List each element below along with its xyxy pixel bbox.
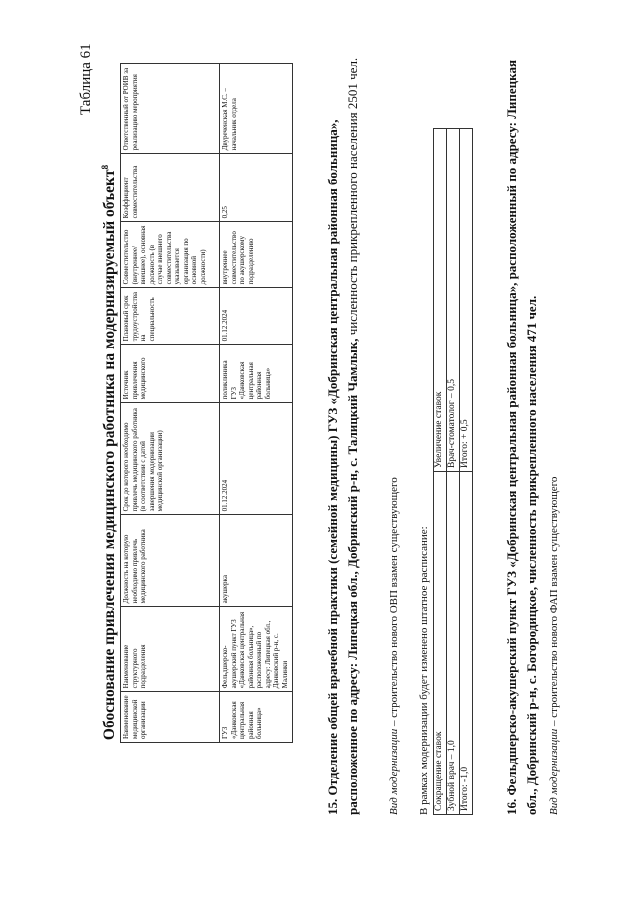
table-cell: Фельдшерско-акушерский пункт ГУЗ «Данковская центральная районная больница», расположенный по адресу: Липецкая обл., Данковский р-н, с. Малинки (220, 607, 293, 692)
table-cell: Зубной врач – 1,0 (447, 472, 460, 815)
table-cell: Итого: -1,0 (460, 472, 473, 815)
page-title-text: Обоснование привлечения медицинского работника на модернизируемый объект (101, 169, 119, 741)
table-cell: Увеличение ставок (434, 129, 447, 472)
staff-changes-table (433, 128, 473, 815)
modernization-label: Вид модернизации (388, 728, 400, 815)
section-16-heading: 16. Фельдшерско-акушерский пункт ГУЗ «Добринская центральная районная больница», расположенный по адресу: Липецкая обл., Добринский р-н, с. Богородицкое, (504, 60, 540, 815)
header-cell: Наименование медицинской организации (121, 692, 220, 743)
header-cell: Ответственный от РОИВ за реализацию мероприятия (121, 64, 220, 154)
header-cell: Коэффициент совместительства (121, 154, 220, 222)
table-cell: Двуреченская М.С. – начальник отдела (220, 64, 293, 154)
table-row (447, 129, 460, 815)
modernization-label: Вид модернизации (548, 728, 560, 815)
table-cell: акушерка (220, 515, 293, 607)
table-header-row (121, 64, 220, 743)
section-16-title (502, 35, 542, 815)
table-number: Таблица 61 (78, 43, 94, 115)
table-cell: 0,25 (220, 154, 293, 222)
table-row (220, 64, 293, 743)
header-cell: Должность на которую необходимо привлечь медицинского работника (121, 515, 220, 607)
table-cell: 01.12.2024 (220, 288, 293, 345)
table-cell: ГУЗ «Данковская центральная районная больница» (220, 692, 293, 743)
header-cell: Плановый срок трудоустройства на специальность (121, 288, 220, 345)
header-cell: Источник привлечения медицинского (121, 345, 220, 403)
header-cell: Наименование структурного подразделения (121, 607, 220, 692)
justification-table (120, 63, 293, 743)
page-title (100, 0, 119, 905)
header-cell: Совместительство (внутреннее/внешнее), основная должность (в случае внешнего совместительства указывается организация по основной должности) (121, 222, 220, 288)
section-15-modernization (388, 477, 400, 815)
section-15-heading: 15. Отделение общей врачебной практики (семейной медицины) ГУЗ «Добринская центральная районная больница», расположенное по адресу: Липецкая обл., Добринский р-н, с. Талицкий Чамлык, (325, 119, 361, 815)
table-cell: поликлиника ГУЗ «Данковская центральная районная больница» (220, 345, 293, 403)
modernization-text: – строительство нового ОВП взамен существующего (388, 477, 400, 729)
section-16-population: численность прикрепленного населения 471 чел. (524, 295, 540, 584)
header-cell: Срок до которого необходимо привлечь медицинского работника (в соответствии с датой завершения модернизации медицинской организации) (121, 403, 220, 515)
table-cell: 01.12.2024 (220, 403, 293, 515)
table-row (460, 129, 473, 815)
table-cell: внутреннее совместительство по акушерскому подразделению (220, 222, 293, 288)
table-cell: Итого: + 0,5 (460, 129, 473, 472)
title-footnote: 8 (100, 164, 110, 170)
section-15-title (323, 55, 363, 815)
staff-change-note: В рамках модернизации будет изменено штатное расписание: (418, 526, 430, 815)
table-row (434, 129, 447, 815)
table-cell: Врач-стоматолог – 0,5 (447, 129, 460, 472)
table-cell: Сокращение ставок (434, 472, 447, 815)
section-16-modernization (548, 477, 560, 815)
modernization-text: – строительство нового ФАП взамен существующего (548, 476, 560, 729)
section-15-population: численность прикрепленного населения 2501 чел. (345, 57, 361, 336)
